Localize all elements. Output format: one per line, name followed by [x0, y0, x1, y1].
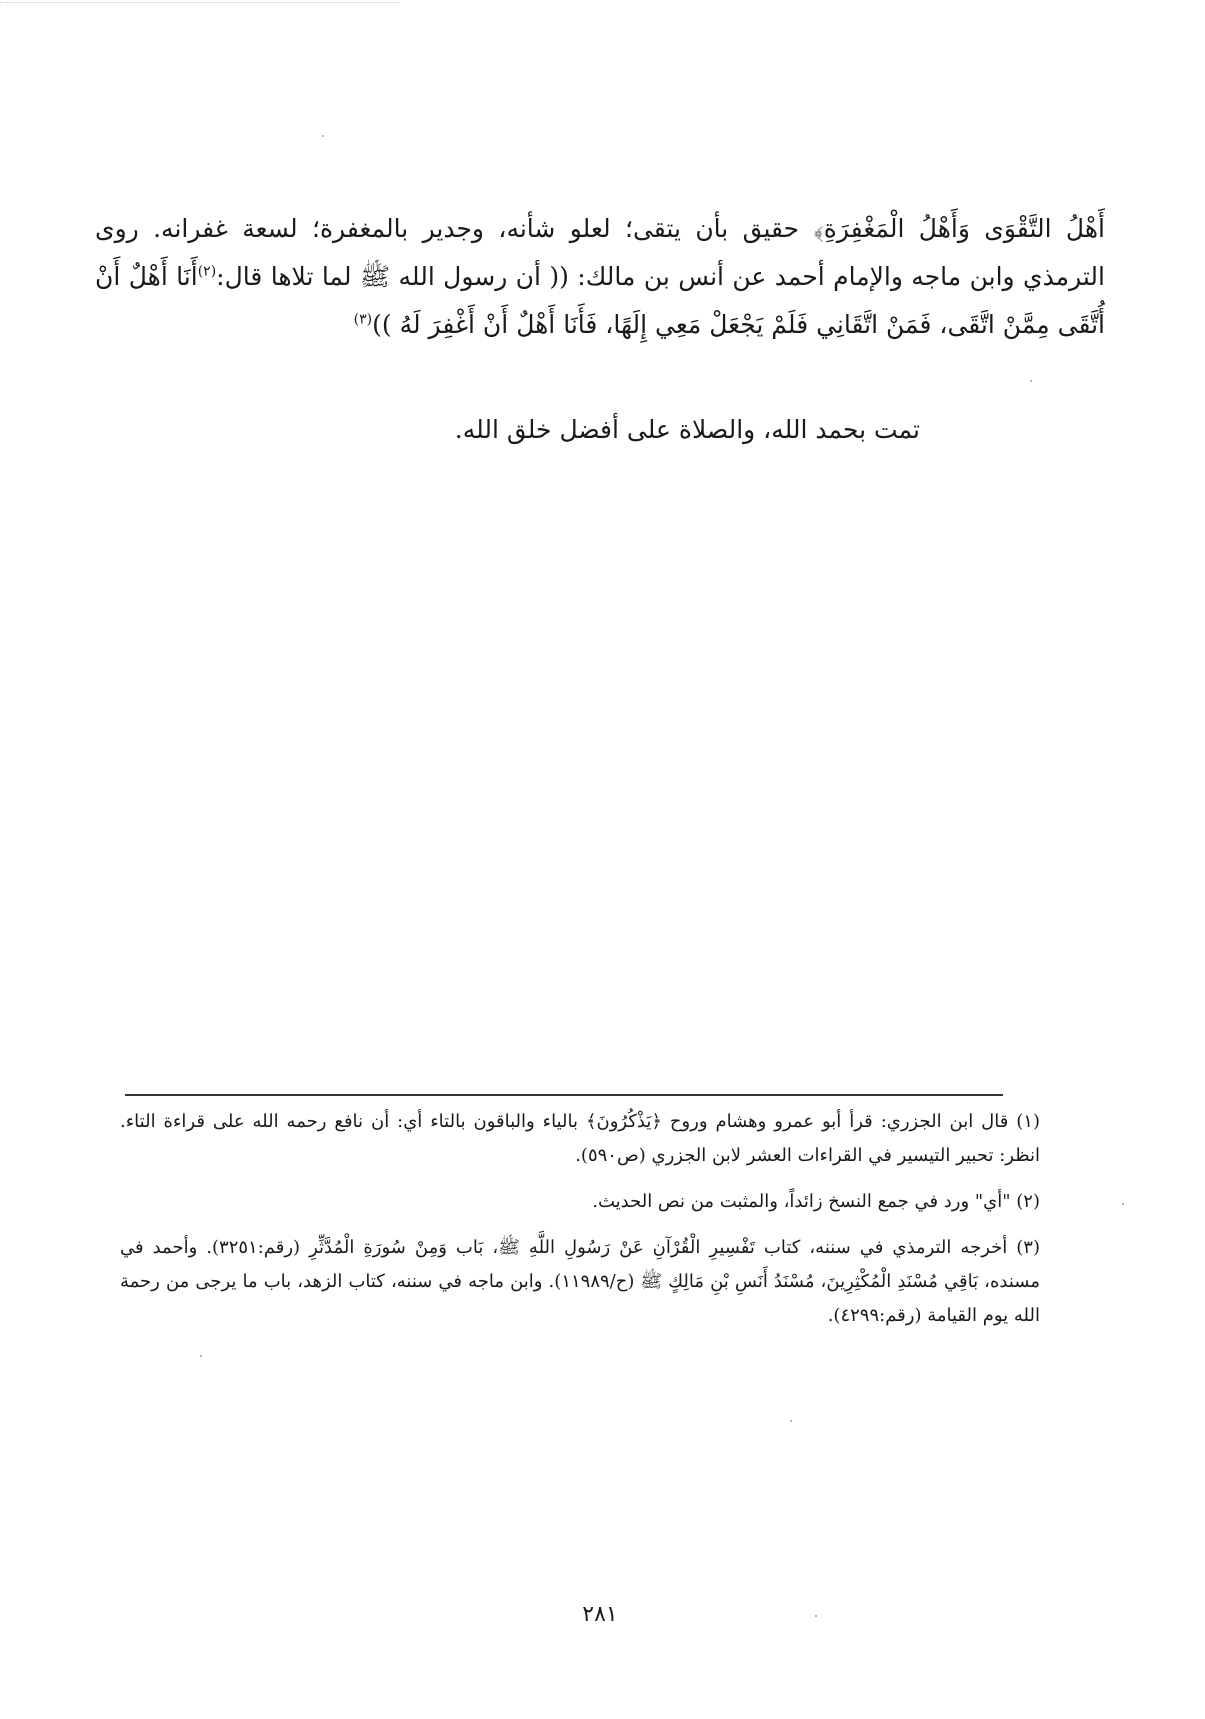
scan-speck — [815, 1615, 817, 1617]
footnote-1: (١) قال ابن الجزري: قرأ أبو عمرو وهشام وروح ﴿يَذْكُرُونَ﴾ بالياء والباقون بالتاء أي: أن نافع رحمه الله على قراءة التاء. انظر: تحبير التيسير في القراءات العشر لابن الجزري (ص٥٩٠). — [120, 1111, 1040, 1166]
scan-speck — [322, 135, 324, 137]
scan-speck — [1122, 1203, 1124, 1205]
footnote-3: (٣) أخرجه الترمذي في سننه، كتاب تَفْسِيرِ الْقُرْآنِ عَنْ رَسُولِ اللَّهِ ﷺ، بَاب وَمِنْ سُورَةِ الْمُدَّثِّرِ (رقم:٣٢٥١). وأحمد في مسنده، بَاقِي مُسْنَدِ الْمُكْثِرِينَ، مُسْنَدُ أَنَسِ بْنِ مَالِكٍ ﷺ (ح/١١٩٨٩). وابن ماجه في سننه، كتاب الزهد، باب ما يرجى من رحمة الله يوم القيامة (رقم:٤٢٩٩). — [120, 1237, 1040, 1326]
scan-speck — [200, 1355, 202, 1357]
main-paragraph — [95, 205, 1105, 349]
scan-speck — [1030, 380, 1032, 382]
footnotes — [120, 1105, 1040, 1345]
closing-line: تمت بحمد الله، والصلاة على أفضل خلق الله. — [454, 415, 920, 444]
footnote-2: (٢) "أي" ورد في جمع النسخ زائداً، والمثبت من نص الحديث. — [592, 1191, 1040, 1212]
footnote-3-marker: (٣) — [353, 311, 373, 328]
page-number: ٢٨١ — [582, 1602, 618, 1627]
footnote-2-marker: (٢) — [197, 263, 217, 280]
main-text — [95, 205, 1105, 349]
main-paragraph-text: أَهْلُ التَّقْوَى وَأَهْلُ الْمَغْفِرَةِ﴾ حقيق بأن يتقى؛ لعلو شأنه، وجدير بالمغفرة؛ لسعة غفرانه. روى الترمذي وابن ماجه والإمام أحمد عن أنس بن مالك: (( أن رسول الله ﷺ لما تلاها قال: — [95, 214, 1105, 291]
scan-edge-line — [0, 2, 400, 3]
hadith-text: أَنَا أَهْلٌ أَنْ أُتَّقَى مِمَّنْ اتَّقَى، فَمَنْ اتَّقَانِي فَلَمْ يَجْعَلْ مَعِي إِلَهًا، فَأَنَا أَهْلٌ أَنْ أَغْفِرَ لَهُ )) — [95, 262, 1105, 339]
scan-speck — [790, 1420, 792, 1422]
footnote-separator — [125, 1094, 1003, 1096]
